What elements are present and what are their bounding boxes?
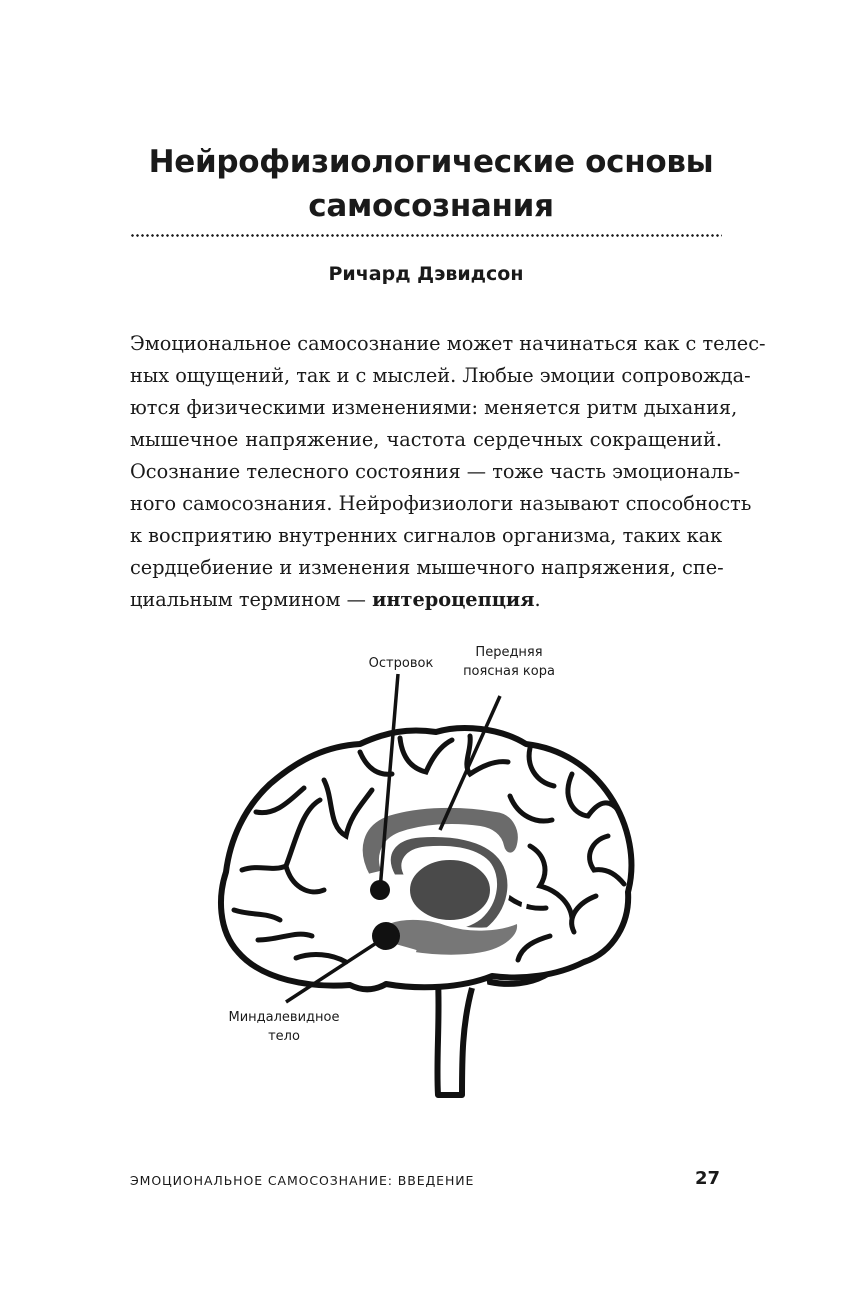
paragraph-line: ного самосознания. Нейрофизиологи называют способность: [130, 492, 752, 515]
running-footer-title: ЭМОЦИОНАЛЬНОЕ САМОСОЗНАНИЕ: ВВЕДЕНИЕ: [130, 1173, 475, 1188]
label-insula-text: Островок: [368, 656, 434, 671]
label-amygdala-line-1: Миндалевидное: [228, 1010, 340, 1025]
paragraph-line: сердцебиение и изменения мышечного напряжения, спе-: [130, 556, 724, 579]
paragraph-line: мышечное напряжение, частота сердечных сокращений.: [130, 428, 722, 451]
paragraph-line: Осознание телесного состояния — тоже часть эмоциональ-: [130, 460, 740, 483]
label-acc-line-1: Передняя: [475, 645, 543, 660]
page-number: 27: [694, 1168, 720, 1189]
paragraph-last-line: [130, 584, 722, 616]
brain-diagram: [200, 640, 660, 1110]
label-insula: [356, 654, 446, 673]
paragraph-line: ных ощущений, так и с мыслей. Любые эмоции сопровожда-: [130, 364, 751, 387]
paragraph-line: ются физическими изменениями: меняется ритм дыхания,: [130, 396, 738, 419]
chapter-title-line-1: Нейрофизиологические основы: [148, 144, 714, 180]
paragraph-last-line-prefix: циальным термином —: [130, 588, 373, 611]
label-amygdala-line-2: тело: [268, 1029, 300, 1044]
paragraph-line: к восприятию внутренних сигналов организма, таких как: [130, 524, 723, 547]
label-anterior-cingulate: [454, 643, 564, 681]
paragraph-line: Эмоциональное самосознание может начинаться как с телес-: [130, 332, 766, 355]
body-paragraph: [130, 328, 766, 616]
paragraph-last-line-suffix: .: [534, 588, 541, 611]
label-acc-line-2: поясная кора: [463, 664, 555, 679]
dotted-divider: [130, 234, 722, 237]
author-name: Ричард Дэвидсон: [328, 263, 524, 285]
amygdala-marker: [372, 922, 400, 950]
term-interoception: интероцепция: [372, 588, 535, 611]
brain-stem: [437, 980, 472, 1095]
insula-marker: [370, 880, 390, 900]
chapter-title-line-2: самосознания: [308, 188, 554, 224]
thalamus: [408, 858, 492, 922]
chapter-title: [110, 140, 752, 228]
label-amygdala: [224, 1008, 344, 1046]
